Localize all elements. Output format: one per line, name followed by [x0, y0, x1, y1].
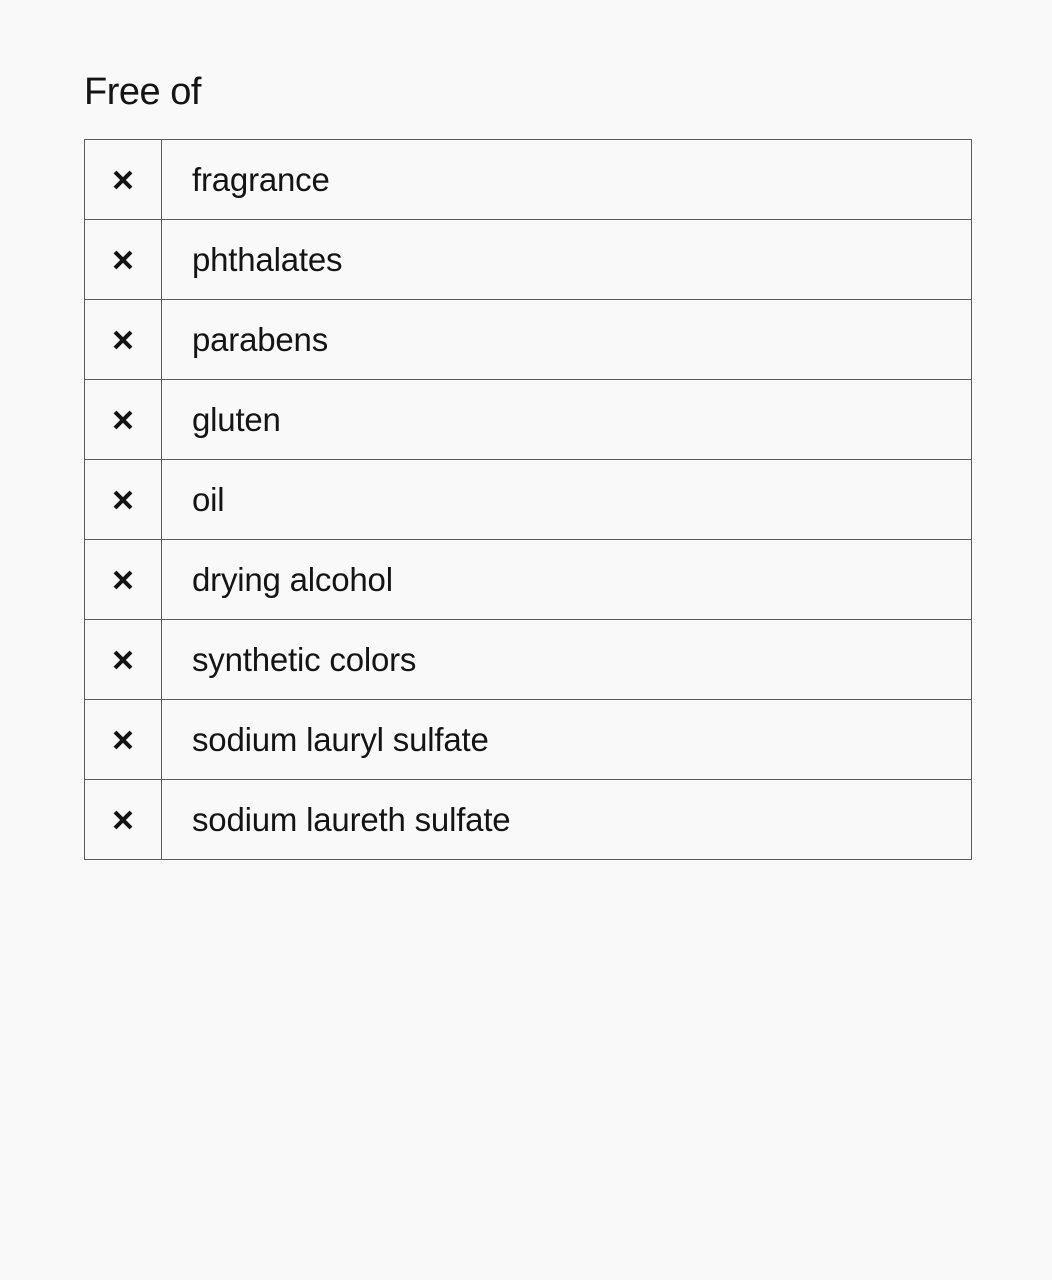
ingredient-label: oil	[162, 460, 972, 540]
table-row	[85, 780, 972, 860]
icon-cell	[85, 460, 162, 540]
icon-cell	[85, 780, 162, 860]
x-icon	[112, 329, 134, 351]
ingredient-label: sodium laureth sulfate	[162, 780, 972, 860]
free-of-section	[84, 68, 972, 838]
ingredient-label: gluten	[162, 380, 972, 460]
free-of-table	[84, 139, 972, 860]
x-icon	[112, 409, 134, 431]
ingredient-label: sodium lauryl sulfate	[162, 700, 972, 780]
table-row	[85, 540, 972, 620]
icon-cell	[85, 540, 162, 620]
icon-cell	[85, 220, 162, 300]
x-icon	[112, 249, 134, 271]
table-row	[85, 620, 972, 700]
icon-cell	[85, 140, 162, 220]
x-icon	[112, 729, 134, 751]
table-row	[85, 380, 972, 460]
ingredient-label: parabens	[162, 300, 972, 380]
x-icon	[112, 569, 134, 591]
ingredient-label: fragrance	[162, 140, 972, 220]
icon-cell	[85, 700, 162, 780]
ingredient-label: drying alcohol	[162, 540, 972, 620]
x-icon	[112, 169, 134, 191]
table-row	[85, 140, 972, 220]
x-icon	[112, 649, 134, 671]
icon-cell	[85, 620, 162, 700]
x-icon	[112, 489, 134, 511]
section-title: Free of	[84, 71, 201, 113]
icon-cell	[85, 380, 162, 460]
x-icon	[112, 809, 134, 831]
ingredient-label: synthetic colors	[162, 620, 972, 700]
table-row	[85, 460, 972, 540]
table-row	[85, 220, 972, 300]
ingredient-label: phthalates	[162, 220, 972, 300]
table-row	[85, 300, 972, 380]
table-row	[85, 700, 972, 780]
icon-cell	[85, 300, 162, 380]
